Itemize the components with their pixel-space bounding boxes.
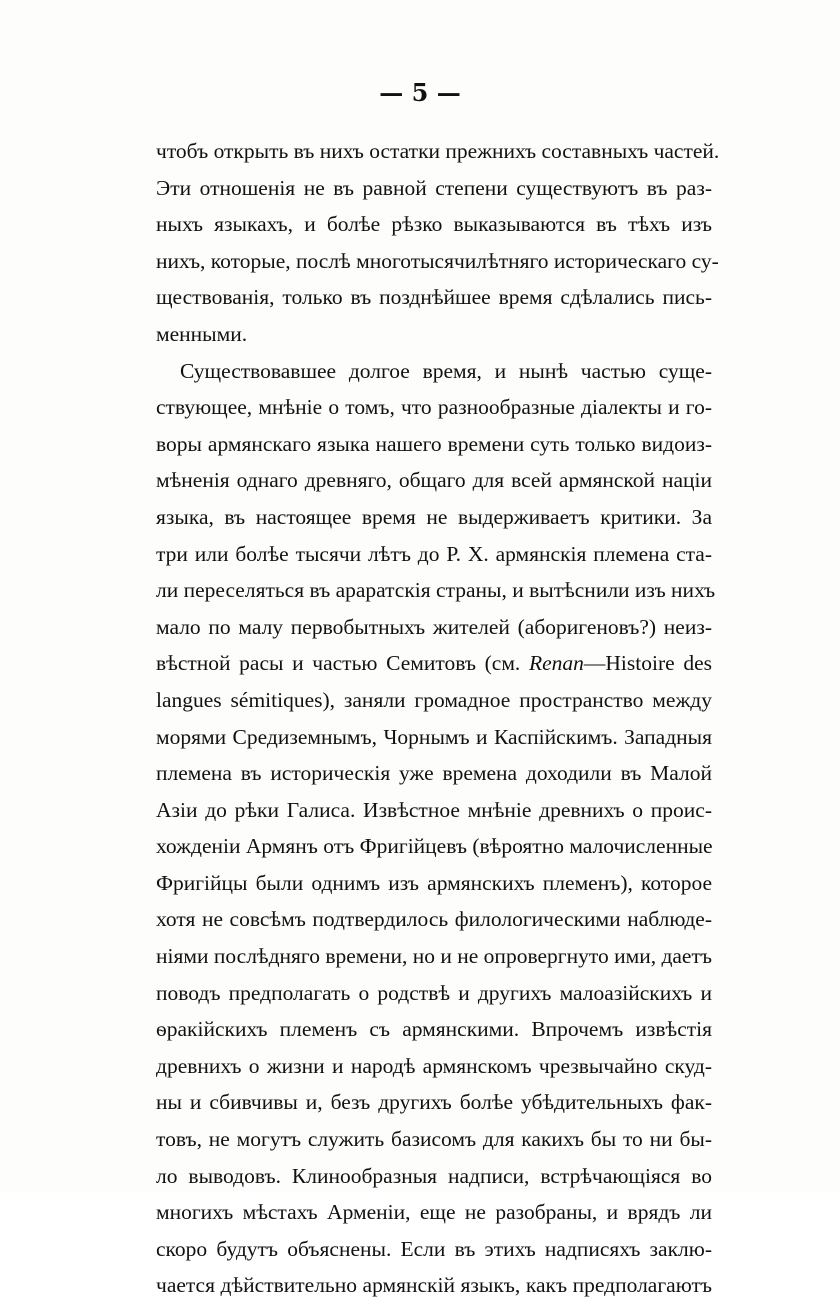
text-line: морями Средиземнымъ, Чорнымъ и Каспійскимъ. Западныя: [156, 724, 712, 749]
text-line: воры армянскаго языка нашего времени суть только видоиз-: [156, 431, 712, 456]
text-line: три или болѣе тысячи лѣтъ до Р. Х. армянскія племена ста-: [156, 541, 712, 566]
text-line: чтобъ открыть въ нихъ остатки прежнихъ составныхъ частей.: [156, 139, 720, 163]
citation-title: —Histoire des: [583, 651, 712, 676]
text-line: мало по малу первобытныхъ жителей (аборигеновъ?) неиз-: [156, 614, 712, 639]
text-line: менными.: [156, 321, 248, 346]
text-line-citation: [156, 645, 712, 682]
text-line: ныхъ языкахъ, и болѣе рѣзко выказываются въ тѣхъ изъ: [156, 212, 712, 237]
text-line: ло выводовъ. Клинообразныя надписи, встрѣчающіяся во: [156, 1163, 712, 1188]
text-line: скоро будутъ объяснены. Если въ этихъ надписяхъ заклю-: [156, 1236, 712, 1261]
citation-lead: вѣстной расы и частью Семитовъ (см.: [156, 651, 529, 676]
citation-author: Renan: [528, 651, 584, 676]
text-line: древнихъ о жизни и народѣ армянскомъ чрезвычайно скуд-: [156, 1053, 712, 1078]
text-line: чается дѣйствительно армянскій языкъ, какъ предполагаютъ: [156, 1273, 712, 1298]
text-line: ны и сбивчивы и, безъ другихъ болѣе убѣдительныхъ фак-: [156, 1090, 712, 1115]
text-line: племена въ историческія уже времена доходили въ Малой: [156, 761, 712, 786]
text-line: многихъ мѣстахъ Арменіи, еще не разобраны, и врядъ ли: [156, 1200, 712, 1225]
text-line: langues sémitiques), заняли громадное пространство между: [156, 687, 712, 712]
text-line: товъ, не могутъ служить базисомъ для какихъ бы то ни бы-: [156, 1127, 712, 1152]
body-text: [156, 133, 720, 1304]
text-line: Существовавшее долгое время, и нынѣ частью суще-: [180, 358, 712, 383]
text-line: ѳракійскихъ племенъ съ армянскими. Впрочемъ извѣстія: [156, 1017, 712, 1042]
text-line: поводъ предполагать о родствѣ и другихъ малоазійскихъ и: [156, 980, 712, 1005]
page-number: — 5 —: [379, 78, 461, 107]
text-line: ствующее, мнѣніе о томъ, что разнообразные діалекты и го-: [156, 395, 712, 420]
text-line: Фригійцы были однимъ изъ армянскихъ племенъ), которое: [156, 870, 712, 895]
text-line: языка, въ настоящее время не выдерживаетъ критики. За: [156, 504, 712, 529]
text-line: ществованія, только въ позднѣйшее время сдѣлались пись-: [156, 285, 712, 310]
text-line: хожденіи Армянъ отъ Фригійцевъ (вѣроятно малочисленные: [156, 834, 713, 859]
text-line: Азіи до рѣки Галиса. Извѣстное мнѣніе древнихъ о проис-: [156, 797, 712, 822]
text-line: хотя не совсѣмъ подтвердилось филологическими наблюде-: [156, 907, 712, 932]
text-line: ли переселяться въ араратскія страны, и вытѣснили изъ нихъ: [156, 578, 716, 603]
text-line: ніями послѣдняго времени, но и не опровергнуто ими, даетъ: [156, 944, 712, 969]
text-line: нихъ, которые, послѣ многотысячилѣтняго историческаго су-: [156, 248, 719, 273]
text-line: Эти отношенія не въ равной степени существуютъ въ раз-: [156, 175, 712, 200]
text-line: мѣненія однаго древняго, общаго для всей армянской націи: [156, 468, 712, 493]
